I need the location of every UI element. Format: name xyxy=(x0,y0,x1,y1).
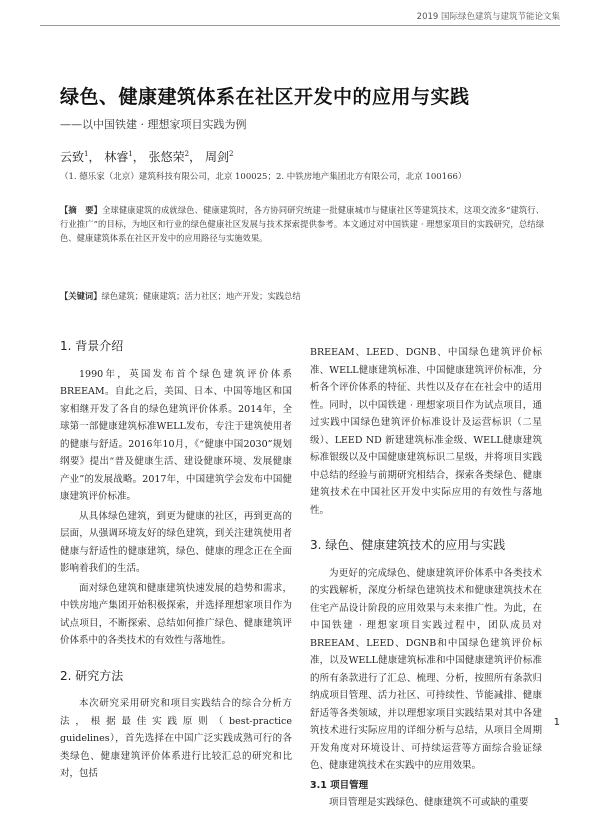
header-divider xyxy=(40,25,560,26)
paragraph: 1990年，英国发布首个绿色建筑评价体系BREEAM。自此之后，美国、日本、中国等地区和国家相继开发了各自的绿色建筑评价体系。2014年，全球第一部健康建筑标准WELL发布，专注于建筑使用者的健康与舒适。2016年10月，《“健康中国2030”规划纲要》提出“普及健康生活、建设健康环境、发展健康产业”的发展战略。2017年，中国建筑学会发布中国健康建筑评价标准。 xyxy=(60,368,292,502)
page-number: 1 xyxy=(553,717,560,728)
keywords-text: 绿色建筑；健康建筑；活力社区；地产开发；实践总结 xyxy=(101,291,301,301)
author-affiliation-mark: 2 xyxy=(228,150,234,158)
article-subtitle: ——以中国铁建 · 理想家项目实践为例 xyxy=(60,118,247,131)
author-name: 周剑 xyxy=(204,150,229,164)
abstract xyxy=(60,203,544,245)
author-list: 云致$^1$， 林睿$^1$， 张悠荣$^2$， 周剑$^2$ xyxy=(60,150,234,164)
keywords-label: 【关键词】 xyxy=(60,291,102,301)
subsection-heading-project-management: 3.1 项目管理 xyxy=(310,779,369,791)
abstract-label: 【摘 要】 xyxy=(60,205,103,215)
paragraph: 本次研究采用研究和项目实践结合的综合分析方法，根据最佳实践原则（best-practice guidelines），首先选择在中国广泛实践成熟可行的各类绿色、健康建筑评价体系进行比较汇总的研究和比对，包括 xyxy=(60,698,292,779)
section-heading-background: 1. 背景介绍 xyxy=(60,339,124,353)
author-name: 云致 xyxy=(60,150,85,164)
paragraph: 为更好的完成绿色、健康建筑评价体系中各类技术的实践解析，深度分析绿色建筑技术和健康建筑技术在住宅产品设计阶段的应用效果与未来推广性。为此，在中国铁建 · 理想家项目实践过程中，团队成员对BREEAM、LEED、DGNB和中国绿色建筑评价标准，以及WELL健康建筑标准和中国健康建筑评价标准的所有条款进行了汇总、梳理、分析，按照所有条款归纳成项目管理、活力社区、可持续性、节能减排、健康舒适等各类领域，并以理想家项目实践结果对其中各建筑技术进行实际应用的详细分析与总结，从项目全周期开发角度对环境设计、可持续运营等方面综合验证绿色、健康建筑技术在实践中的应用效果。 xyxy=(310,567,542,771)
running-header: 2019 国际绿色建筑与建筑节能论文集 xyxy=(416,12,560,22)
author-affiliation-mark: 1 xyxy=(84,150,89,158)
section-heading-application: 3. 绿色、健康建筑技术的应用与实践 xyxy=(310,538,506,552)
paragraph: 项目管理是实践绿色、健康建筑不可或缺的重要 xyxy=(329,797,529,808)
paragraph: 面对绿色建筑和健康建筑快速发展的趋势和需求，中铁房地产集团开始积极探索，并选择理想家项目作为试点项目，不断探索、总结如何推广绿色、健康建筑评价体系中的各类技术的有效性与落地性。 xyxy=(60,582,292,646)
article-title: 绿色、健康建筑体系在社区开发中的应用与实践 xyxy=(60,86,470,108)
paragraph-continued: BREEAM、LEED、DGNB、中国绿色建筑评价标准、WELL健康建筑标准、中国健康建筑评价标准，分析各个评价体系的特征、共性以及存在在社会中的适用性。同时，以中国铁建 · 理想家项目作为试点项目，通过实践中国绿色建筑评价标准设计及运营标识（二星级）、LEED ND 新建建筑标准金级、WELL健康建筑标准银级以及中国健康建筑标识二星级，并将项目实践中总结的经验与前期研究相结合，探索各类绿色、健康建筑技术在中国社区开发中实际应用的有效性与落地性。 xyxy=(310,347,542,516)
abstract-text: 全球健康建筑的成就绿色、健康建筑时，各方协同研究统建一批健康城市与健康社区等建筑技术，这项交流多“建筑行、行业推广”的目标，为地区和行业的绿色健康社区发展与技术探索提供参考。本文通过对中国铁建 · 理想家项目的实践研究，总结绿色、健康建筑体系在社区开发中的应用路径与实施效果。 xyxy=(60,205,544,243)
author-affiliation-mark: 1 xyxy=(128,150,133,158)
author-name: 张悠荣 xyxy=(148,150,185,164)
section-heading-methods: 2. 研究方法 xyxy=(60,668,124,683)
author-name: 林睿 xyxy=(104,150,129,164)
keywords xyxy=(60,290,544,302)
author-affiliation-mark: 2 xyxy=(184,150,190,158)
left-column xyxy=(60,338,292,785)
affiliation: （1. 德乐家（北京）建筑科技有限公司，北京 100025；2. 中铁房地产集团北方有限公司，北京 100166） xyxy=(60,172,467,182)
right-column xyxy=(310,344,542,814)
paragraph: 从具体绿色建筑，到更为健康的社区，再到更高的层面，从强调环境友好的绿色建筑，到关注建筑使用者健康与舒适性的健康建筑，绿色、健康的理念正在全面影响着我们的生活。 xyxy=(60,510,292,574)
